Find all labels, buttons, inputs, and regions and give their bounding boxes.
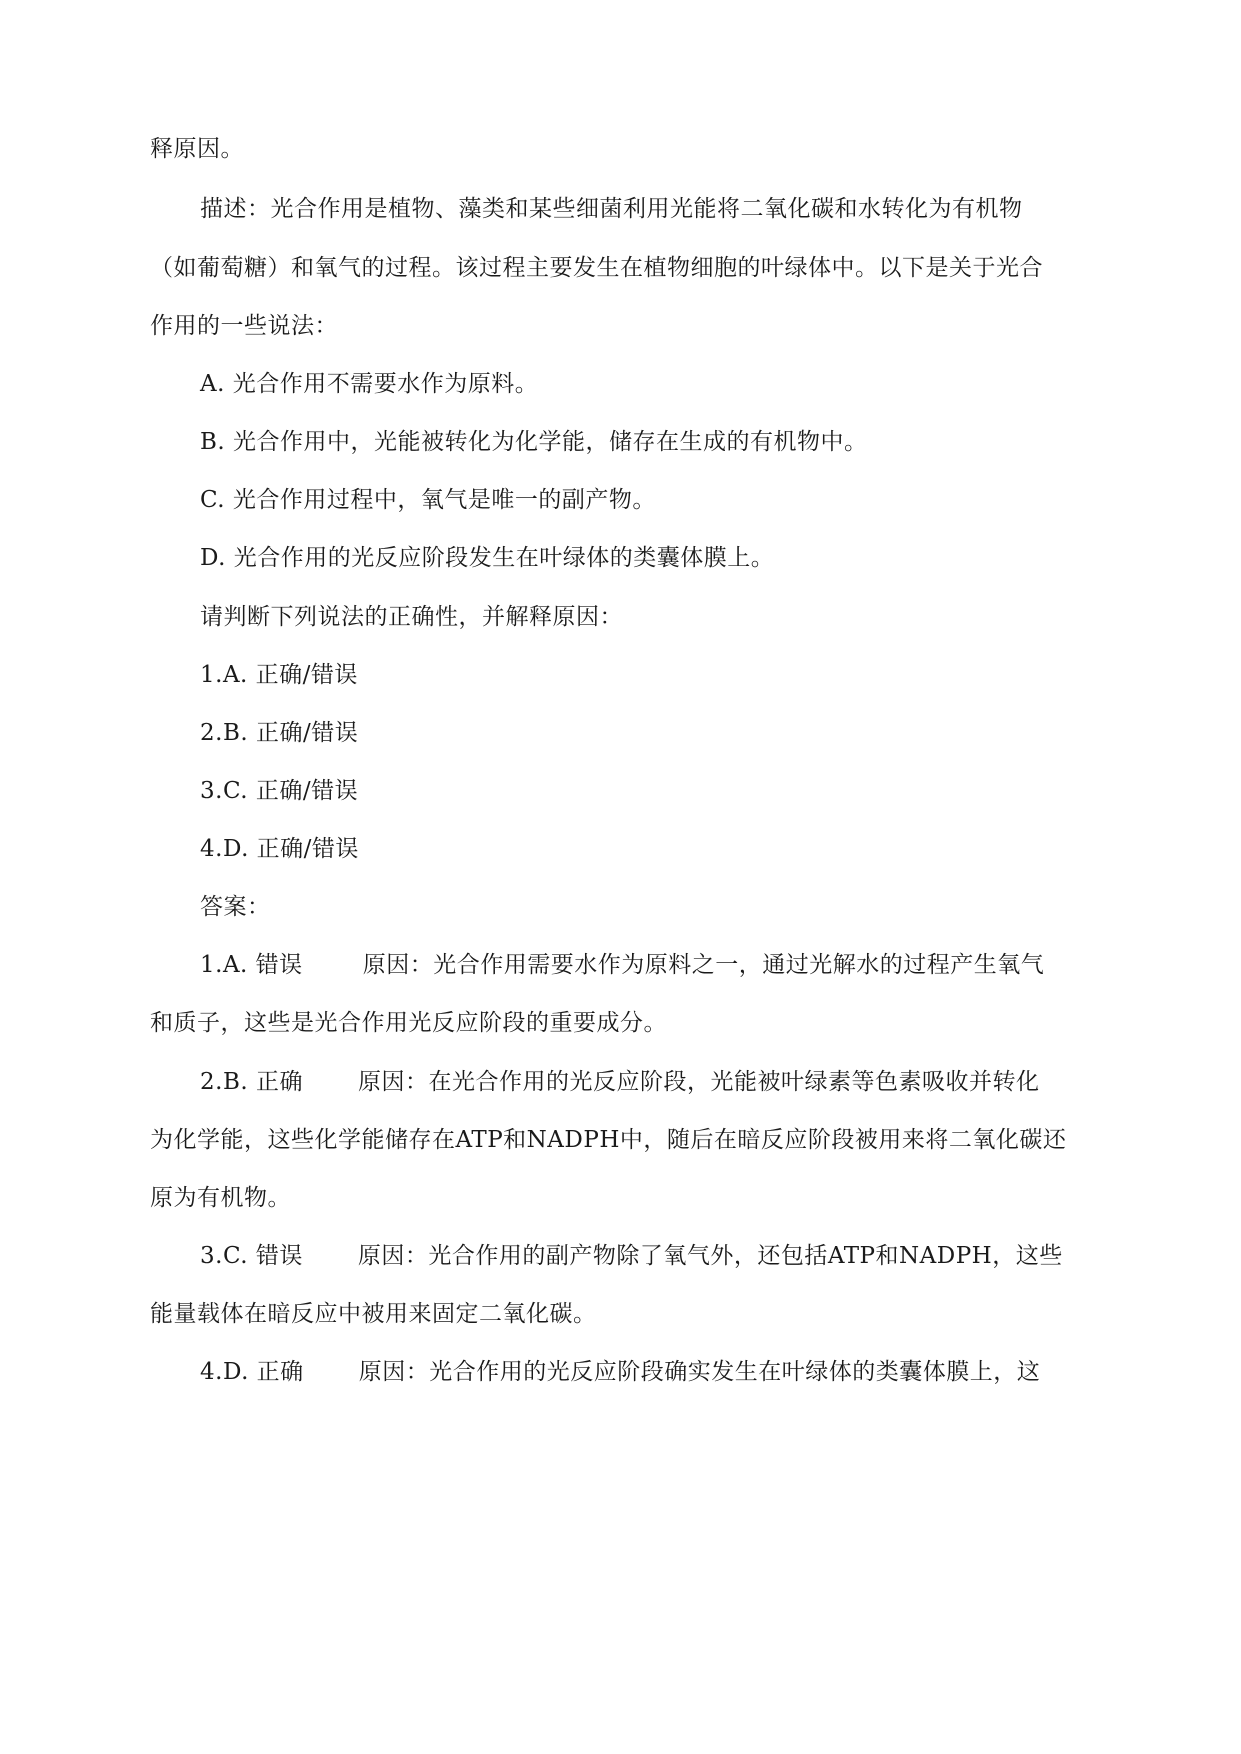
- answer-2-verdict: 2.B. 正确: [200, 1069, 303, 1095]
- question-2: 2.B. 正确/错误: [200, 720, 359, 746]
- description-line: 描述：光合作用是植物、藻类和某些细菌利用光能将二氧化碳和水转化为有机物: [200, 196, 1023, 222]
- answer-2-reason: 原因：在光合作用的光反应阶段，光能被叶绿素等色素吸收并转化: [357, 1069, 1040, 1095]
- answer-3-continuation: 能量载体在暗反应中被用来固定二氧化碳。: [150, 1301, 597, 1327]
- description-line: 作用的一些说法：: [150, 313, 338, 339]
- answer-1-line: [200, 949, 1140, 981]
- question-4: 4.D. 正确/错误: [200, 836, 359, 862]
- answer-2-continuation: 为化学能，这些化学能储存在ATP和NADPH中，随后在暗反应阶段被用来将二氧化碳还: [150, 1127, 1067, 1153]
- answer-1-verdict: 1.A. 错误: [200, 952, 303, 978]
- text-line: 释原因。: [150, 136, 244, 162]
- answer-3-verdict: 3.C. 错误: [200, 1243, 303, 1269]
- answer-1-reason: 原因：光合作用需要水作为原料之一，通过光解水的过程产生氧气: [362, 952, 1045, 978]
- description-line: （如葡萄糖）和氧气的过程。该过程主要发生在植物细胞的叶绿体中。以下是关于光合: [150, 255, 1043, 281]
- answer-1-continuation: 和质子，这些是光合作用光反应阶段的重要成分。: [150, 1010, 667, 1036]
- answer-3-line: [200, 1240, 1140, 1272]
- statement-d: D. 光合作用的光反应阶段发生在叶绿体的类囊体膜上。: [200, 545, 775, 571]
- answer-4-reason: 原因：光合作用的光反应阶段确实发生在叶绿体的类囊体膜上，这: [358, 1359, 1041, 1385]
- answer-heading: 答案：: [200, 894, 271, 920]
- question-3: 3.C. 正确/错误: [200, 778, 359, 804]
- statement-a: A. 光合作用不需要水作为原料。: [200, 371, 539, 397]
- answer-2-continuation: 原为有机物。: [150, 1185, 291, 1211]
- statement-b: B. 光合作用中，光能被转化为化学能，储存在生成的有机物中。: [200, 429, 868, 455]
- answer-4-verdict: 4.D. 正确: [200, 1359, 304, 1385]
- answer-3-reason: 原因：光合作用的副产物除了氧气外，还包括ATP和NADPH，这些: [357, 1243, 1063, 1269]
- instruction-line: 请判断下列说法的正确性，并解释原因：: [200, 604, 623, 630]
- statement-c: C. 光合作用过程中，氧气是唯一的副产物。: [200, 487, 656, 513]
- answer-4-line: [200, 1356, 1140, 1388]
- question-1: 1.A. 正确/错误: [200, 662, 358, 688]
- answer-2-line: [200, 1066, 1140, 1098]
